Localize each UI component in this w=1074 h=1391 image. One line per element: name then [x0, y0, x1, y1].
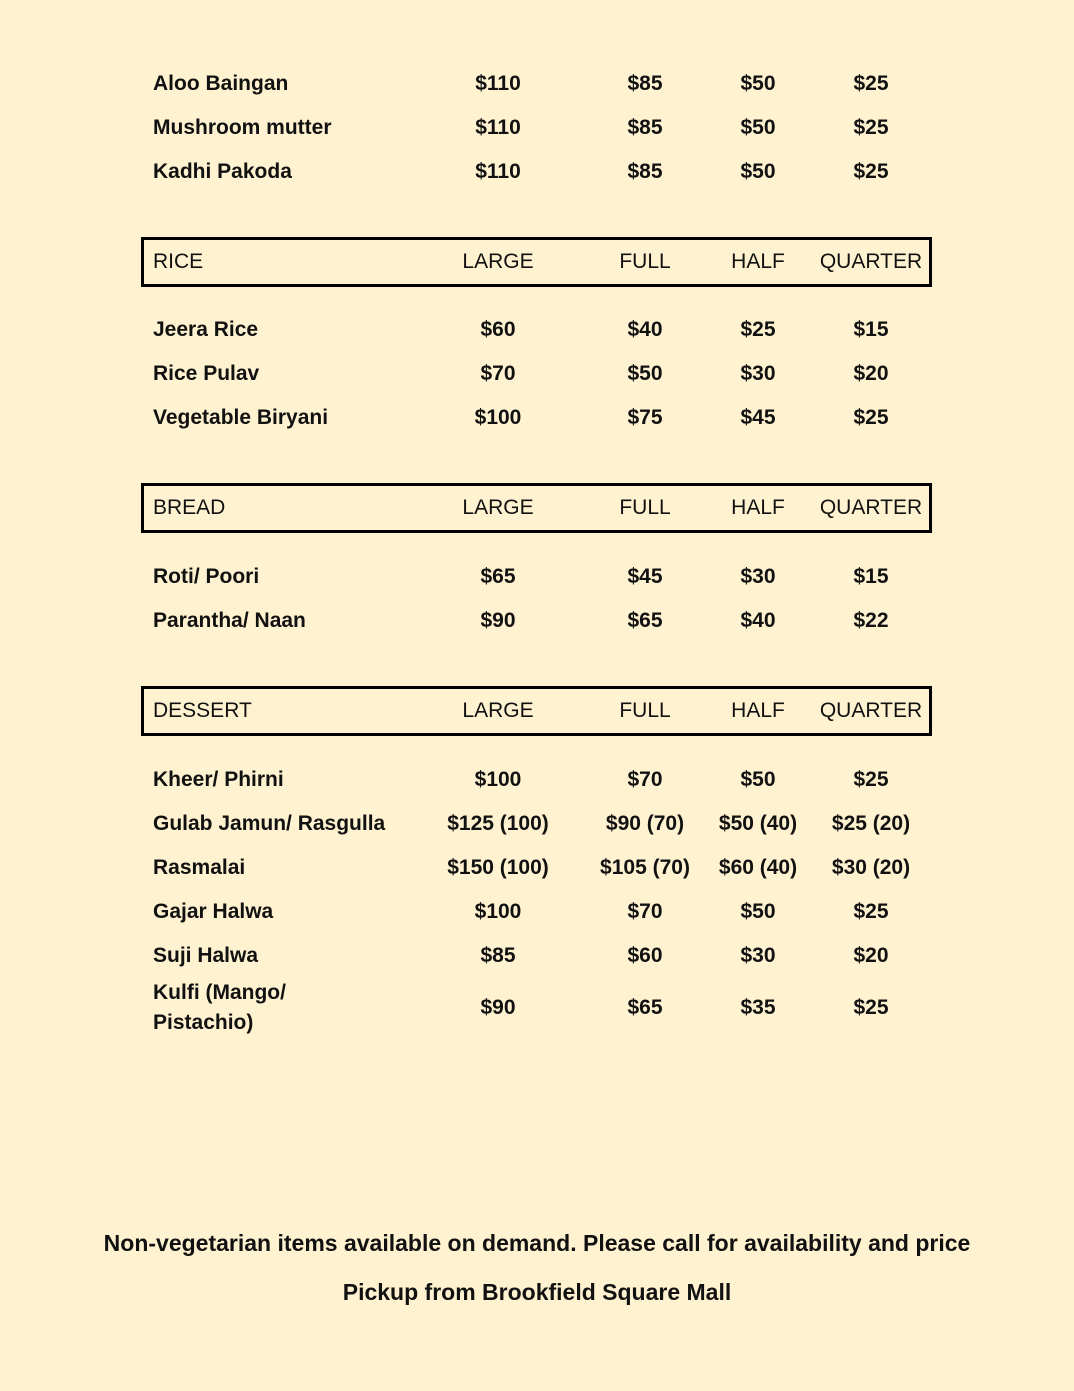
- price-quarter: $15: [853, 318, 889, 341]
- price-quarter: $25: [853, 768, 889, 791]
- price-full: $65: [627, 996, 663, 1019]
- price-large: $100: [474, 900, 522, 923]
- price-quarter: $25 (20): [831, 812, 911, 835]
- price-large: $90: [480, 609, 516, 632]
- col-large-label: LARGE: [462, 496, 534, 519]
- item-name: Vegetable Biryani: [153, 406, 329, 429]
- item-name: Mushroom mutter: [153, 116, 332, 139]
- price-half: $35: [740, 996, 776, 1019]
- price-large: $110: [475, 72, 521, 95]
- item-name: Suji Halwa: [153, 944, 259, 967]
- menu-item-row: [141, 352, 932, 396]
- price-half: $50: [740, 116, 776, 139]
- price-large: $150 (100): [447, 856, 549, 879]
- price-full: $60: [627, 944, 663, 967]
- section-header-rice: [141, 237, 932, 287]
- item-name: Roti/ Poori: [153, 565, 260, 588]
- pickup-location: Pickup from Brookfield Square Mall: [342, 1279, 732, 1305]
- menu-item-row: [141, 934, 932, 978]
- price-large: $100: [474, 406, 522, 429]
- price-quarter: $25: [853, 160, 889, 183]
- price-half: $50 (40): [718, 812, 798, 835]
- price-full: $70: [627, 900, 663, 923]
- price-half: $50: [740, 160, 776, 183]
- item-name: Gajar Halwa: [153, 900, 274, 923]
- menu-table: [141, 62, 932, 1038]
- col-quarter-label: QUARTER: [819, 496, 923, 519]
- price-large: $110: [475, 116, 521, 139]
- menu-item-row: [141, 396, 932, 440]
- price-half: $40: [740, 609, 776, 632]
- price-quarter: $15: [853, 565, 889, 588]
- price-full: $45: [627, 565, 663, 588]
- menu-item-row: [141, 599, 932, 643]
- section-header-bread: [141, 483, 932, 533]
- price-half: $60 (40): [718, 856, 798, 879]
- price-quarter: $25: [853, 900, 889, 923]
- col-quarter-label: QUARTER: [819, 699, 923, 722]
- col-full-label: FULL: [619, 496, 671, 519]
- item-name: Kadhi Pakoda: [153, 160, 292, 183]
- menu-item-row: [141, 890, 932, 934]
- menu-item-row: [141, 846, 932, 890]
- col-full-label: FULL: [619, 699, 671, 722]
- item-name: Rice Pulav: [153, 362, 260, 385]
- item-name: Gulab Jamun/ Rasgulla: [153, 812, 386, 835]
- col-half-label: HALF: [731, 699, 785, 722]
- section-title: RICE: [153, 250, 204, 273]
- price-half: $50: [740, 768, 776, 791]
- price-quarter: $20: [853, 944, 889, 967]
- price-full: $90 (70): [605, 812, 685, 835]
- price-quarter: $25: [853, 406, 889, 429]
- footer-note: Non-vegetarian items available on demand. Please call for availability and price: [103, 1230, 971, 1256]
- price-full: $75: [627, 406, 663, 429]
- menu-item-row: [141, 106, 932, 150]
- menu-item-row: [141, 62, 932, 106]
- price-full: $85: [627, 160, 663, 183]
- menu-item-row: [141, 978, 932, 1038]
- price-large: $65: [480, 565, 516, 588]
- price-half: $30: [740, 944, 776, 967]
- section-title: DESSERT: [153, 699, 252, 722]
- price-large: $85: [480, 944, 516, 967]
- price-full: $105 (70): [600, 856, 690, 879]
- item-name: Kulfi (Mango/ Pistachio): [153, 981, 286, 1034]
- item-name: Rasmalai: [153, 856, 246, 879]
- price-half: $50: [740, 72, 776, 95]
- price-large: $125 (100): [447, 812, 549, 835]
- item-name: Jeera Rice: [153, 318, 259, 341]
- menu-item-row: [141, 150, 932, 194]
- col-half-label: HALF: [731, 250, 785, 273]
- price-large: $100: [474, 768, 522, 791]
- menu-item-row: [141, 758, 932, 802]
- price-full: $85: [627, 116, 663, 139]
- price-quarter: $20: [853, 362, 889, 385]
- col-large-label: LARGE: [462, 250, 534, 273]
- price-large: $70: [480, 362, 516, 385]
- col-full-label: FULL: [619, 250, 671, 273]
- item-name: Parantha/ Naan: [153, 609, 306, 632]
- price-large: $90: [480, 996, 516, 1019]
- price-half: $50: [740, 900, 776, 923]
- price-half: $30: [740, 362, 776, 385]
- col-quarter-label: QUARTER: [819, 250, 923, 273]
- section-title: BREAD: [153, 496, 226, 519]
- price-full: $70: [627, 768, 663, 791]
- price-quarter: $30 (20): [831, 856, 911, 879]
- price-full: $40: [627, 318, 663, 341]
- menu-item-row: [141, 308, 932, 352]
- menu-item-row: [141, 555, 932, 599]
- price-half: $30: [740, 565, 776, 588]
- price-large: $110: [475, 160, 521, 183]
- col-large-label: LARGE: [462, 699, 534, 722]
- section-header-dessert: [141, 686, 932, 736]
- price-quarter: $25: [853, 116, 889, 139]
- price-large: $60: [480, 318, 516, 341]
- price-half: $25: [740, 318, 776, 341]
- menu-item-row: [141, 802, 932, 846]
- price-full: $50: [627, 362, 663, 385]
- item-name: Kheer/ Phirni: [153, 768, 284, 791]
- price-quarter: $25: [853, 72, 889, 95]
- col-half-label: HALF: [731, 496, 785, 519]
- price-quarter: $22: [853, 609, 889, 632]
- price-full: $85: [627, 72, 663, 95]
- item-name: Aloo Baingan: [153, 72, 289, 95]
- price-quarter: $25: [853, 996, 889, 1019]
- price-full: $65: [627, 609, 663, 632]
- price-half: $45: [740, 406, 776, 429]
